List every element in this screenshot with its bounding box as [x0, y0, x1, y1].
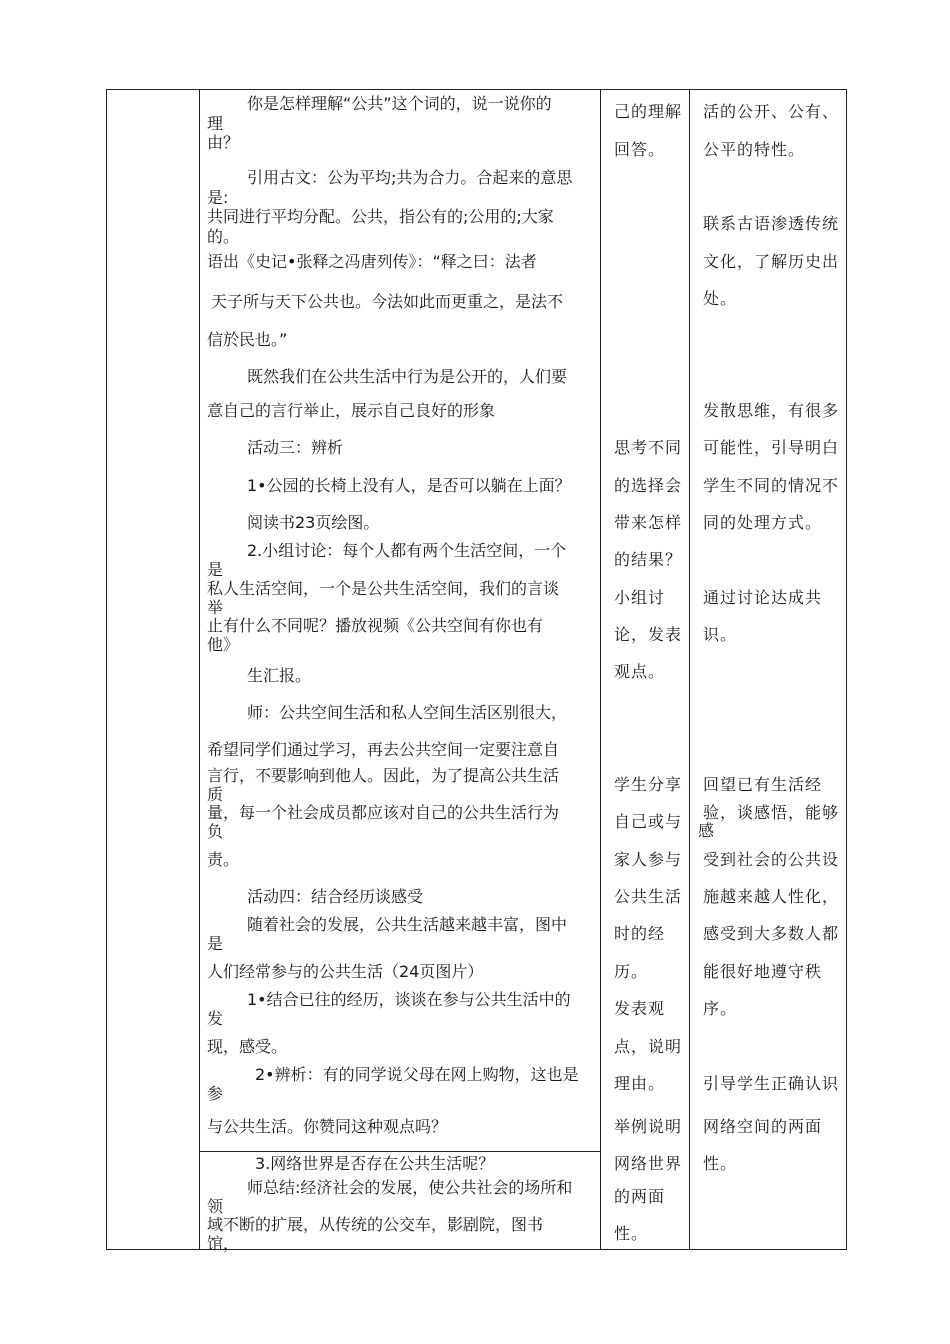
text-line: 生汇报。 [247, 666, 312, 685]
text-line: 家人参与 [614, 850, 683, 869]
text-line: 阅读书23页绘图。 [247, 513, 380, 532]
text-line: 他》 [207, 635, 240, 654]
text-line: 思考不同 [614, 438, 683, 457]
text-line: 1•结合已往的经历，谈谈在参与公共生活中的 [247, 990, 571, 1009]
text-line: 通过讨论达成共 [703, 588, 823, 607]
table-left-border [106, 89, 107, 1250]
text-line: 是 [207, 560, 224, 579]
text-line: 举例说明 [614, 1117, 683, 1136]
text-line: 人们经常参与的公共生活（24页图片） [207, 962, 484, 981]
text-line: 语出《史记•张释之冯唐列传》：“释之曰：法者 [207, 252, 537, 271]
text-line: 己的理解 [614, 102, 683, 121]
text-line: 师：公共空间生活和私人空间生活区别很大， [247, 703, 568, 722]
text-line: 是 [207, 934, 224, 953]
text-line: 2•辨析：有的同学说父母在网上购物，这也是 [255, 1065, 579, 1084]
text-line: 2.小组讨论：每个人都有两个生活空间，一个 [247, 541, 567, 560]
text-line: 同的处理方式。 [703, 513, 823, 532]
text-line: 观点。 [614, 662, 666, 681]
text-line: 性。 [703, 1154, 738, 1173]
text-line: 性。 [614, 1224, 649, 1243]
text-line: 序。 [703, 999, 738, 1018]
table-right-border [846, 89, 847, 1250]
text-line: 处。 [703, 289, 738, 308]
text-line: 联系古语渗透传统 [703, 214, 840, 233]
text-line: 质 [207, 785, 224, 804]
text-line: 私人生活空间，一个是公共生活空间，我们的言谈 [207, 579, 560, 598]
text-line: 领 [207, 1197, 224, 1216]
text-line: 公共生活 [614, 887, 683, 906]
text-line: 止有什么不同呢？播放视频《公共空间有你也有 [207, 616, 544, 635]
text-line: 的两面 [614, 1187, 666, 1206]
column-divider-3 [689, 89, 690, 1250]
text-line: 你是怎样理解“公共”这个词的，说一说你的 [247, 94, 552, 113]
text-line: 希望同学们通过学习，再去公共空间一定要注意自 [207, 740, 560, 759]
text-line: 时的经 [614, 924, 666, 943]
text-line: 活的公开、公有、 [703, 102, 840, 121]
text-line: 回答。 [614, 140, 666, 159]
text-line: 可能性，引导明白 [703, 438, 840, 457]
text-line: 识。 [703, 625, 738, 644]
text-line: 共同进行平均分配。公共，指公有的;公用的;大家 [207, 207, 554, 226]
text-line: 历。 [614, 962, 649, 981]
text-line: 理由。 [614, 1074, 666, 1093]
text-line: 带来怎样 [614, 513, 683, 532]
text-line: 的选择会 [614, 476, 683, 495]
text-line: 1•公园的长椅上没有人，是否可以躺在上面？ [247, 476, 571, 495]
text-line: 回望已有生活经 [703, 775, 823, 794]
text-line: 发散思维，有很多 [703, 401, 840, 420]
text-line: 网络世界 [614, 1154, 683, 1173]
text-line: 学生不同的情况不 [703, 476, 840, 495]
text-line: 引用古文：公为平均;共为合力。合起来的意思 [247, 168, 573, 187]
text-line: 感 [698, 821, 716, 840]
text-line: 既然我们在公共生活中行为是公开的，人们要 [247, 367, 568, 386]
text-line: 引导学生正确认识 [703, 1074, 840, 1093]
text-line: 3.网络世界是否存在公共生活呢？ [255, 1154, 495, 1173]
cell-divider-activities [199, 1151, 600, 1152]
text-line: 点，说明 [614, 1037, 683, 1056]
text-line: 发 [207, 1009, 224, 1028]
column-divider-2 [600, 89, 601, 1250]
text-line: 验，谈感悟，能够 [703, 803, 840, 822]
text-line: 负 [207, 822, 224, 841]
text-line: 发表观 [614, 999, 666, 1018]
column-divider-1 [199, 89, 200, 1250]
text-line: 文化，了解历史出 [703, 252, 840, 271]
text-line: 是: [207, 188, 229, 207]
text-line: 馆， [207, 1234, 240, 1253]
text-line: 言行，不要影响到他人。因此，为了提高公共生活 [207, 766, 560, 785]
text-line: 参 [207, 1084, 224, 1103]
text-line: 举 [207, 598, 224, 617]
text-line: 天子所与天下公共也。今法如此而更重之，是法不 [211, 292, 564, 311]
text-line: 论，发表 [614, 625, 683, 644]
text-line: 网络空间的两面 [703, 1117, 823, 1136]
text-line: 理 [207, 114, 224, 133]
text-line: 施越来越人性化， [703, 887, 840, 906]
text-line: 域不断的扩展，从传统的公交车，影剧院，图书 [207, 1215, 544, 1234]
text-line: 感受到大多数人都 [703, 924, 840, 943]
activity-heading: 活动三：辨析 [247, 438, 344, 457]
text-line: 公平的特性。 [703, 140, 806, 159]
text-line: 学生分享 [614, 775, 683, 794]
text-line: 小组讨 [614, 588, 666, 607]
text-line: 由？ [207, 133, 240, 152]
text-line: 意自己的言行举止，展示自己良好的形象 [207, 401, 496, 420]
text-line: 自己或与 [614, 812, 683, 831]
text-line: 信於民也。” [207, 330, 288, 349]
text-line: 与公共生活。你赞同这种观点吗？ [207, 1117, 448, 1136]
text-line: 师总结:经济社会的发展，使公共社会的场所和 [247, 1178, 573, 1197]
activity-heading: 活动四：结合经历谈感受 [247, 887, 424, 906]
text-line: 责。 [207, 850, 240, 869]
text-line: 受到社会的公共设 [703, 850, 840, 869]
text-line: 的。 [207, 227, 240, 246]
text-line: 随着社会的发展，公共生活越来越丰富，图中 [247, 915, 568, 934]
table-top-border [106, 89, 847, 90]
text-line: 量，每一个社会成员都应该对自己的公共生活行为 [207, 803, 560, 822]
text-line: 的结果？ [614, 550, 683, 569]
text-line: 能很好地遵守秩 [703, 962, 823, 981]
text-line: 现，感受。 [207, 1037, 288, 1056]
